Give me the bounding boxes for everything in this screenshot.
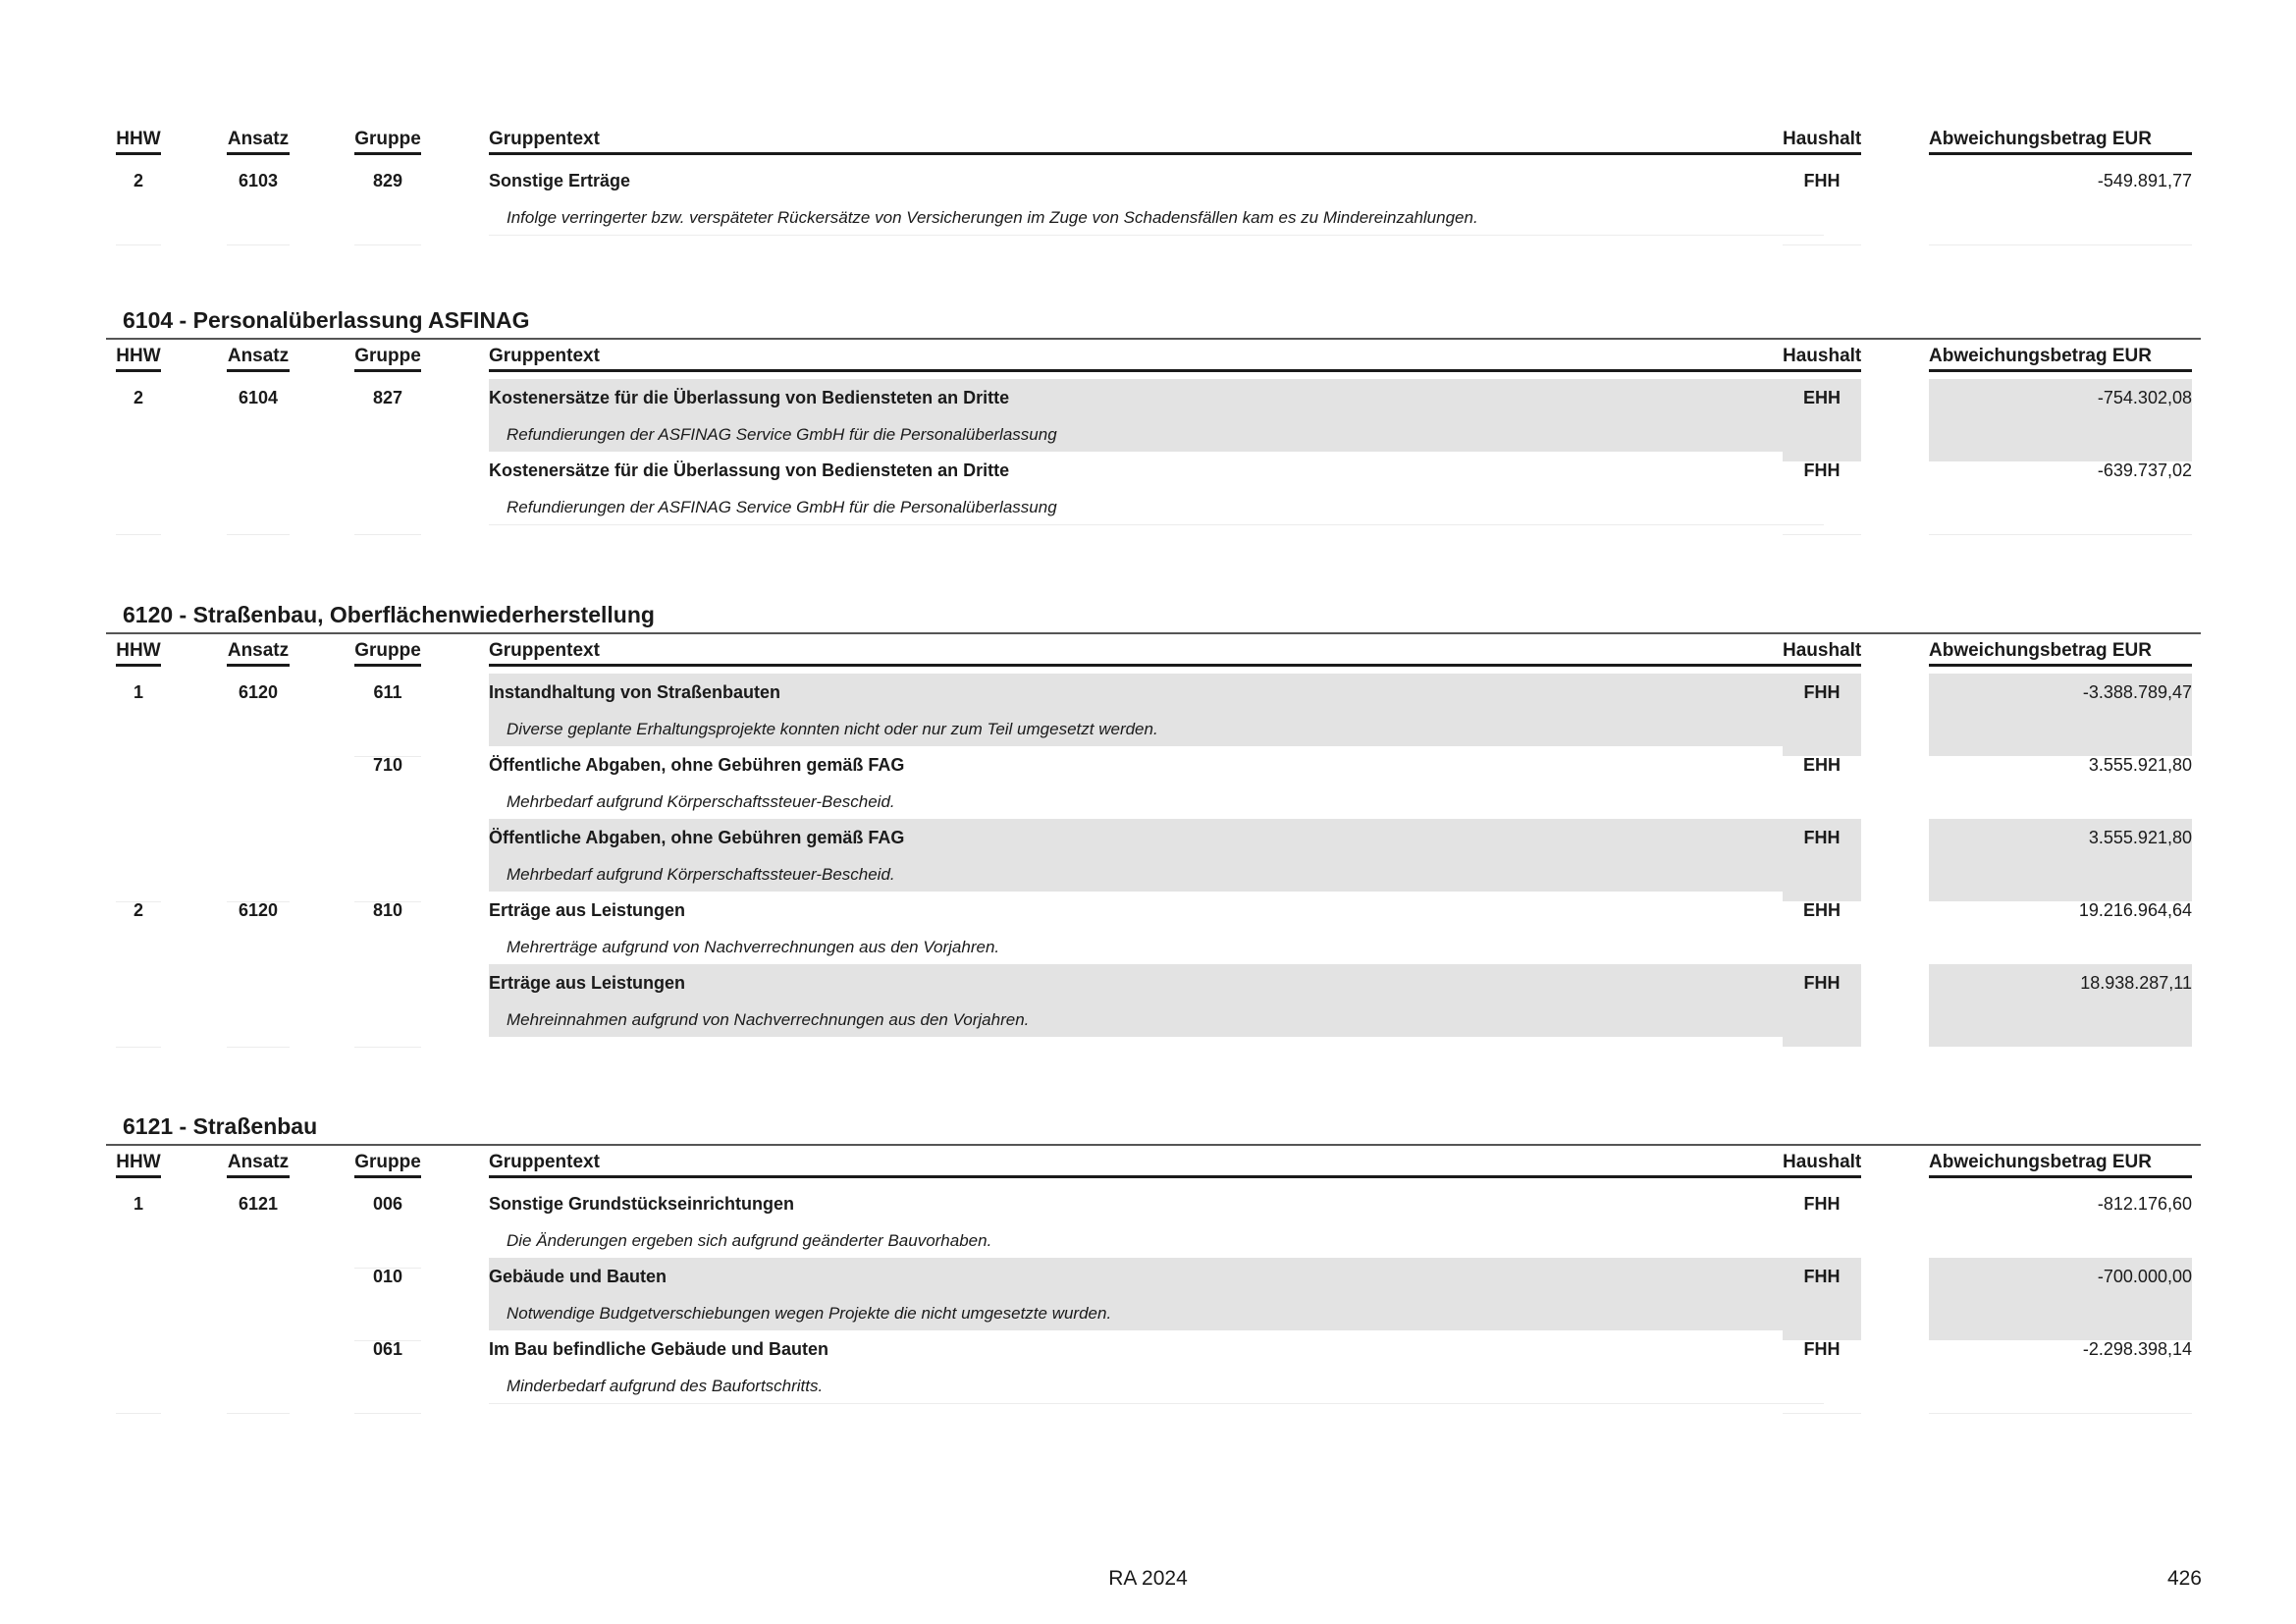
section-title: 6104 - Personalüberlassung ASFINAG: [123, 307, 530, 333]
section-6104: [106, 302, 2201, 524]
gruppe-cell: 710: [372, 755, 403, 775]
col-gruppe: Gruppe: [354, 346, 421, 372]
gruppentext-cell: [489, 964, 1824, 1037]
footer-report-label: RA 2024: [1108, 1567, 1188, 1590]
betrag-cell: 3.555.921,80: [2088, 755, 2192, 775]
betrag-cell: -2.298.398,14: [1929, 1330, 2192, 1414]
table-row: [106, 674, 2201, 746]
gruppentext-cell: [489, 1258, 1824, 1330]
ansatz-cell: 6120: [238, 682, 279, 702]
gruppentext-description: Diverse geplante Erhaltungsprojekte konnten nicht oder nur zum Teil umgesetzt werden.: [507, 720, 1158, 738]
gruppentext-description: Infolge verringerter bzw. verspäteter Rückersätze von Versicherungen im Zuge von Schadensfällen kam es zu Mindereinzahlungen.: [507, 208, 1478, 227]
hhw-cell: [116, 819, 161, 902]
col-gruppe: Gruppe: [354, 1152, 421, 1178]
gruppentext-cell: [489, 1330, 1824, 1404]
col-ansatz: Ansatz: [227, 346, 290, 372]
ansatz-cell: 6121: [238, 1194, 279, 1214]
hhw-cell: 1: [133, 1194, 143, 1214]
ansatz-cell: [227, 964, 290, 1048]
hhw-cell: [116, 1258, 161, 1340]
ansatz-cell: 6103: [227, 162, 290, 245]
col-gruppentext: Gruppentext: [489, 1152, 1824, 1178]
gruppentext-cell: [489, 379, 1824, 452]
ansatz-cell: [227, 1330, 290, 1414]
col-gruppe: Gruppe: [354, 129, 421, 155]
table-header: [106, 1146, 2201, 1185]
gruppentext-title: Erträge aus Leistungen: [489, 900, 686, 920]
table-header: [106, 634, 2201, 674]
haushalt-cell: FHH: [1783, 674, 1861, 756]
col-ansatz: Ansatz: [227, 1152, 290, 1178]
col-hhw: HHW: [116, 346, 161, 372]
section-title: 6120 - Straßenbau, Oberflächenwiederherstellung: [123, 602, 655, 627]
gruppe-cell: [354, 964, 421, 1048]
haushalt-cell: FHH: [1783, 964, 1861, 1047]
gruppentext-cell: [489, 746, 1824, 819]
hhw-cell: [116, 1330, 161, 1414]
gruppe-cell: [354, 452, 421, 535]
gruppe-cell: 010: [354, 1258, 421, 1341]
table-row: [106, 819, 2201, 892]
table-row: [106, 1258, 2201, 1330]
ansatz-cell: [227, 746, 290, 829]
gruppe-cell: 827: [372, 388, 403, 407]
col-hhw: HHW: [116, 1152, 161, 1178]
haushalt-cell: FHH: [1783, 162, 1861, 245]
ansatz-cell: 6104: [238, 388, 279, 407]
hhw-cell: [116, 746, 161, 829]
gruppe-cell: 006: [354, 1185, 421, 1269]
hhw-cell: 2: [116, 162, 161, 245]
gruppe-cell: 611: [354, 674, 421, 757]
table-header: [106, 123, 2201, 162]
col-abweichungsbetrag: Abweichungsbetrag EUR: [1929, 1152, 2192, 1178]
table-row: [106, 452, 2201, 524]
gruppentext-cell: [489, 892, 1824, 964]
gruppentext-description: Mehrerträge aufgrund von Nachverrechnungen aus den Vorjahren.: [507, 938, 1000, 956]
col-abweichungsbetrag: Abweichungsbetrag EUR: [1929, 640, 2192, 667]
col-gruppe: Gruppe: [354, 640, 421, 667]
col-hhw: HHW: [116, 129, 161, 155]
haushalt-cell: FHH: [1783, 1258, 1861, 1340]
haushalt-cell: FHH: [1803, 1194, 1841, 1214]
gruppentext-title: Instandhaltung von Straßenbauten: [489, 682, 781, 702]
gruppentext-cell: [489, 674, 1824, 746]
gruppentext-description: Mehreinnahmen aufgrund von Nachverrechnungen aus den Vorjahren.: [507, 1010, 1030, 1029]
hhw-cell: 2: [133, 388, 143, 407]
col-ansatz: Ansatz: [227, 640, 290, 667]
col-haushalt: Haushalt: [1783, 640, 1861, 667]
gruppe-cell: [354, 819, 421, 902]
ansatz-cell: [227, 819, 290, 902]
hhw-cell: [116, 964, 161, 1048]
gruppentext-description: Refundierungen der ASFINAG Service GmbH für die Personalüberlassung: [507, 498, 1057, 516]
haushalt-cell: EHH: [1802, 900, 1841, 920]
page-number: 426: [2166, 1567, 2202, 1590]
hhw-cell: 2: [133, 900, 143, 920]
gruppentext-cell: [489, 162, 1824, 236]
gruppentext-description: Notwendige Budgetverschiebungen wegen Projekte die nicht umgesetzte wurden.: [507, 1304, 1112, 1323]
gruppentext-title: Im Bau befindliche Gebäude und Bauten: [489, 1339, 829, 1359]
gruppentext-title: Gebäude und Bauten: [489, 1267, 667, 1286]
hhw-cell: [116, 452, 161, 535]
col-ansatz: Ansatz: [227, 129, 290, 155]
section-6120: [106, 597, 2201, 1037]
hhw-cell: 1: [133, 682, 143, 702]
betrag-cell: 19.216.964,64: [2078, 900, 2192, 920]
betrag-cell: -754.302,08: [1929, 379, 2192, 461]
gruppentext-title: Öffentliche Abgaben, ohne Gebühren gemäß FAG: [489, 755, 905, 775]
ansatz-cell: [227, 452, 290, 535]
ansatz-cell: [227, 1258, 290, 1340]
section-title: 6121 - Straßenbau: [123, 1113, 318, 1139]
haushalt-cell: FHH: [1783, 452, 1861, 535]
haushalt-cell: FHH: [1783, 819, 1861, 901]
table-row: [106, 892, 2201, 964]
col-haushalt: Haushalt: [1783, 1152, 1861, 1178]
section-6121: [106, 1109, 2201, 1403]
col-haushalt: Haushalt: [1783, 129, 1861, 155]
gruppentext-title: Erträge aus Leistungen: [489, 973, 686, 993]
col-gruppentext: Gruppentext: [489, 346, 1824, 372]
haushalt-cell: EHH: [1802, 755, 1841, 775]
col-abweichungsbetrag: Abweichungsbetrag EUR: [1929, 129, 2192, 155]
table-header: [106, 340, 2201, 379]
section-6103: [106, 123, 2201, 235]
betrag-cell: -639.737,02: [1929, 452, 2192, 535]
gruppe-cell: 061: [354, 1330, 421, 1414]
table-row: [106, 964, 2201, 1037]
gruppentext-cell: [489, 1185, 1824, 1258]
table-row: [106, 379, 2201, 452]
gruppentext-description: Refundierungen der ASFINAG Service GmbH für die Personalüberlassung: [507, 425, 1057, 444]
col-gruppentext: Gruppentext: [489, 640, 1824, 667]
gruppentext-cell: [489, 819, 1824, 892]
table-row: [106, 1185, 2201, 1258]
haushalt-cell: EHH: [1783, 379, 1861, 461]
col-haushalt: Haushalt: [1783, 346, 1861, 372]
gruppentext-description: Mehrbedarf aufgrund Körperschaftssteuer-Bescheid.: [507, 865, 895, 884]
ansatz-cell: 6120: [238, 900, 279, 920]
betrag-cell: 3.555.921,80: [1929, 819, 2192, 901]
gruppentext-title: Kostenersätze für die Überlassung von Bediensteten an Dritte: [489, 460, 1010, 480]
betrag-cell: -812.176,60: [2097, 1194, 2192, 1214]
gruppentext-description: Mehrbedarf aufgrund Körperschaftssteuer-Bescheid.: [507, 792, 895, 811]
gruppentext-description: Die Änderungen ergeben sich aufgrund geänderter Bauvorhaben.: [507, 1231, 992, 1250]
gruppentext-title: Sonstige Grundstückseinrichtungen: [489, 1194, 795, 1214]
betrag-cell: -549.891,77: [1929, 162, 2192, 245]
gruppe-cell: 829: [354, 162, 421, 245]
gruppentext-cell: [489, 452, 1824, 525]
gruppentext-title: Kostenersätze für die Überlassung von Bediensteten an Dritte: [489, 388, 1010, 407]
col-gruppentext: Gruppentext: [489, 129, 1824, 155]
table-row: [106, 162, 2201, 235]
betrag-cell: 18.938.287,11: [1929, 964, 2192, 1047]
gruppentext-title: Öffentliche Abgaben, ohne Gebühren gemäß FAG: [489, 828, 905, 847]
col-hhw: HHW: [116, 640, 161, 667]
table-row: [106, 746, 2201, 819]
gruppentext-title: Sonstige Erträge: [489, 171, 631, 190]
table-row: [106, 1330, 2201, 1403]
betrag-cell: -700.000,00: [1929, 1258, 2192, 1340]
col-abweichungsbetrag: Abweichungsbetrag EUR: [1929, 346, 2192, 372]
gruppentext-description: Minderbedarf aufgrund des Baufortschritts.: [507, 1377, 824, 1395]
haushalt-cell: FHH: [1783, 1330, 1861, 1414]
betrag-cell: -3.388.789,47: [1929, 674, 2192, 756]
gruppe-cell: 810: [372, 900, 403, 920]
